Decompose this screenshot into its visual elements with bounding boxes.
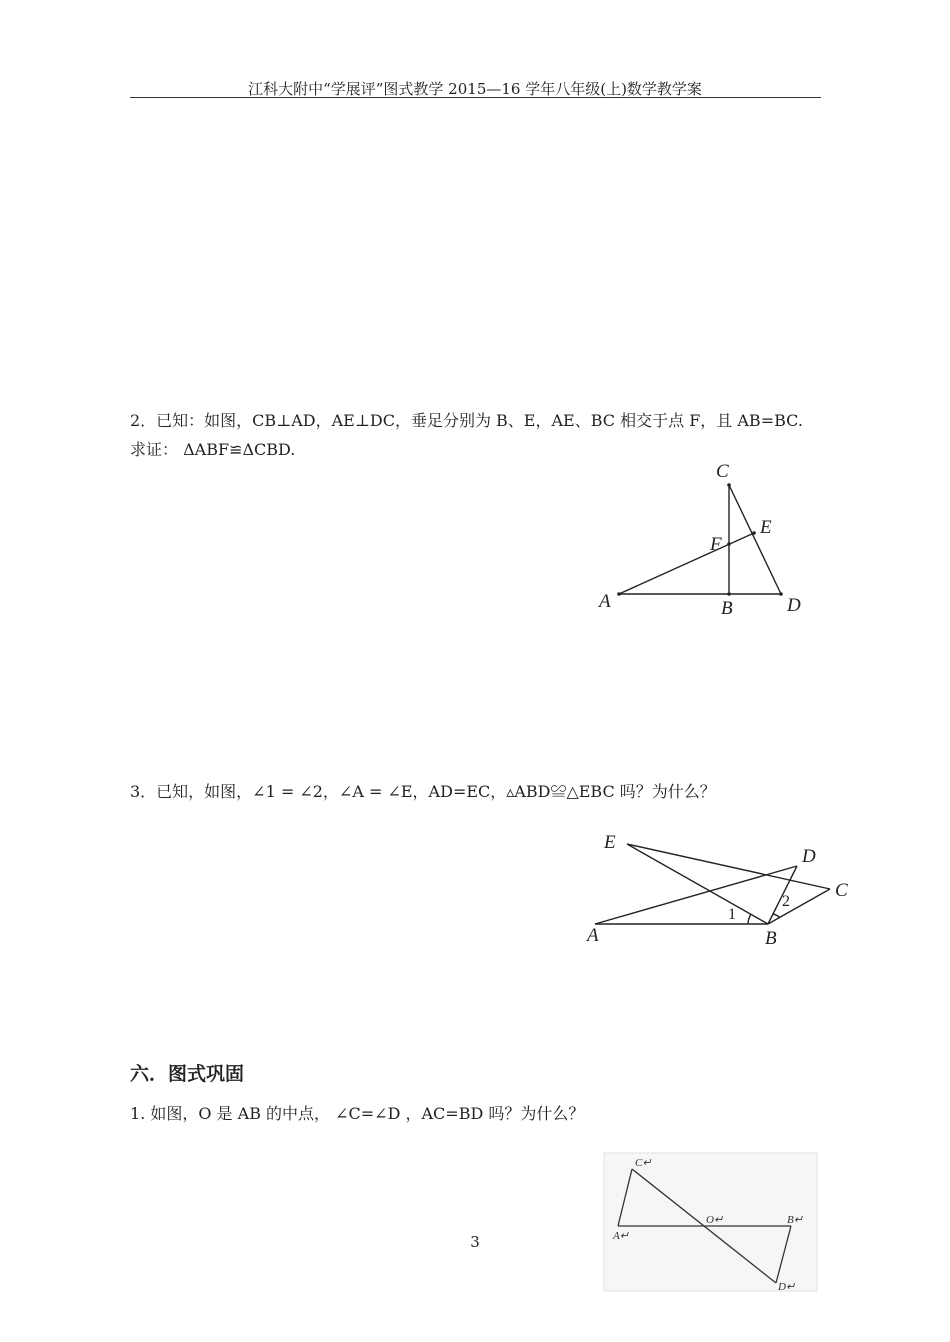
label-d: D <box>787 595 801 616</box>
label-c: C↵ <box>635 1157 652 1169</box>
page-number: 3 <box>470 1233 480 1251</box>
label-b: B <box>765 928 777 949</box>
label-c: C <box>835 880 848 901</box>
label-d: D <box>802 846 816 867</box>
label-a: A↵ <box>613 1230 629 1242</box>
consolidation1-statement: 1. 如图，O 是 AB 的中点， ∠C=∠D ，AC=BD 吗？为什么？ <box>130 1104 585 1123</box>
label-d: D↵ <box>778 1281 796 1293</box>
problem2-statement: 2．已知：如图，CB⊥AD，AE⊥DC，垂足分别为 B、E，AE、BC 相交于点 F，且 AB=BC. <box>130 411 803 430</box>
label-e: E <box>760 517 772 538</box>
label-a: A <box>587 925 599 946</box>
label-e: E <box>604 832 616 853</box>
label-o: O↵ <box>706 1214 724 1226</box>
section-title: 六．图式巩固 <box>130 1063 245 1085</box>
page-header: 江科大附中“学展评”图式教学 2015—16 学年八年级(上)数学教学案 <box>248 80 702 98</box>
problem3-statement: 3．已知，如图，∠1 = ∠2，∠A = ∠E，AD=EC，▵ABD≌△EBC 吗？为什么？ <box>130 782 716 801</box>
label-b: B↵ <box>787 1214 803 1226</box>
label-a: A <box>599 591 611 612</box>
label-b: B <box>721 598 733 619</box>
problem2-prove: 求证： ΔABF≌ΔCBD. <box>130 440 296 459</box>
label-f: F <box>710 534 722 555</box>
label-angle2: 2 <box>782 893 790 910</box>
label-c: C <box>716 461 729 482</box>
label-angle1: 1 <box>728 906 736 923</box>
